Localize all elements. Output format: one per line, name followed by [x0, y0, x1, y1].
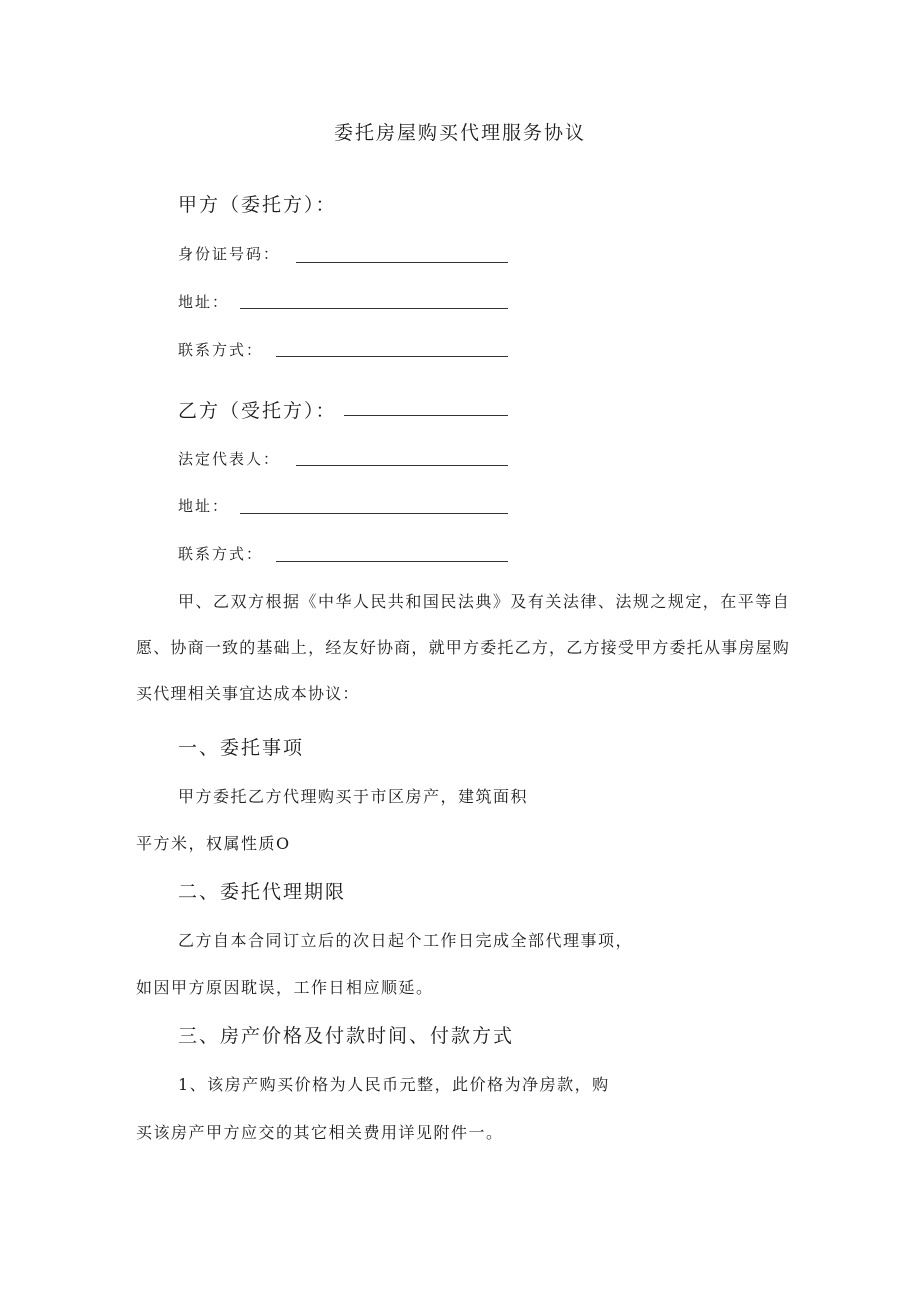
- section-1-line-1: 甲方委托乙方代理购买于市区房产，建筑面积: [178, 787, 529, 806]
- party-b-contact-label: 联系方式：: [178, 545, 264, 563]
- party-b-name-field[interactable]: [344, 415, 508, 416]
- party-b-heading: 乙方（受托方）：: [178, 400, 337, 422]
- party-b-rep-label: 法定代表人：: [178, 450, 281, 468]
- party-a-id-field[interactable]: [296, 262, 508, 263]
- party-a-id-label: 身份证号码：: [178, 245, 281, 263]
- section-3-line-2: 买该房产甲方应交的其它相关费用详见附件一。: [136, 1123, 504, 1142]
- preamble-paragraph: 甲、乙双方根据《中华人民共和国民法典》及有关法律、法规之规定，在平等自愿、协商一致的基础上，经友好协商，就甲方委托乙方，乙方接受甲方委托从事房屋购买代理相关事宜达成本协议：: [136, 592, 790, 703]
- section-2-line-1: 乙方自本合同订立后的次日起个工作日完成全部代理事项，: [178, 931, 634, 950]
- party-b-address-field[interactable]: [240, 513, 508, 514]
- section-2-heading: 二、委托代理期限: [178, 881, 347, 903]
- section-1-heading: 一、委托事项: [178, 737, 305, 759]
- section-3-heading: 三、房产价格及付款时间、付款方式: [178, 1025, 515, 1047]
- party-b-address-label: 地址：: [178, 497, 230, 515]
- party-a-heading: 甲方（委托方）：: [178, 194, 337, 216]
- section-3-line-1: 1、该房产购买价格为人民币元整，此价格为净房款，购: [178, 1075, 610, 1094]
- section-2-line-2: 如因甲方原因耽误，工作日相应顺延。: [136, 978, 434, 997]
- party-a-address-label: 地址：: [178, 293, 230, 311]
- section-1-line-2: 平方米，权属性质O: [136, 834, 291, 853]
- party-a-address-field[interactable]: [240, 308, 508, 309]
- document-title: 委托房屋购买代理服务协议: [333, 122, 586, 144]
- party-b-rep-field[interactable]: [296, 465, 508, 466]
- party-b-contact-field[interactable]: [276, 561, 508, 562]
- party-a-contact-field[interactable]: [276, 356, 508, 357]
- party-a-contact-label: 联系方式：: [178, 341, 264, 359]
